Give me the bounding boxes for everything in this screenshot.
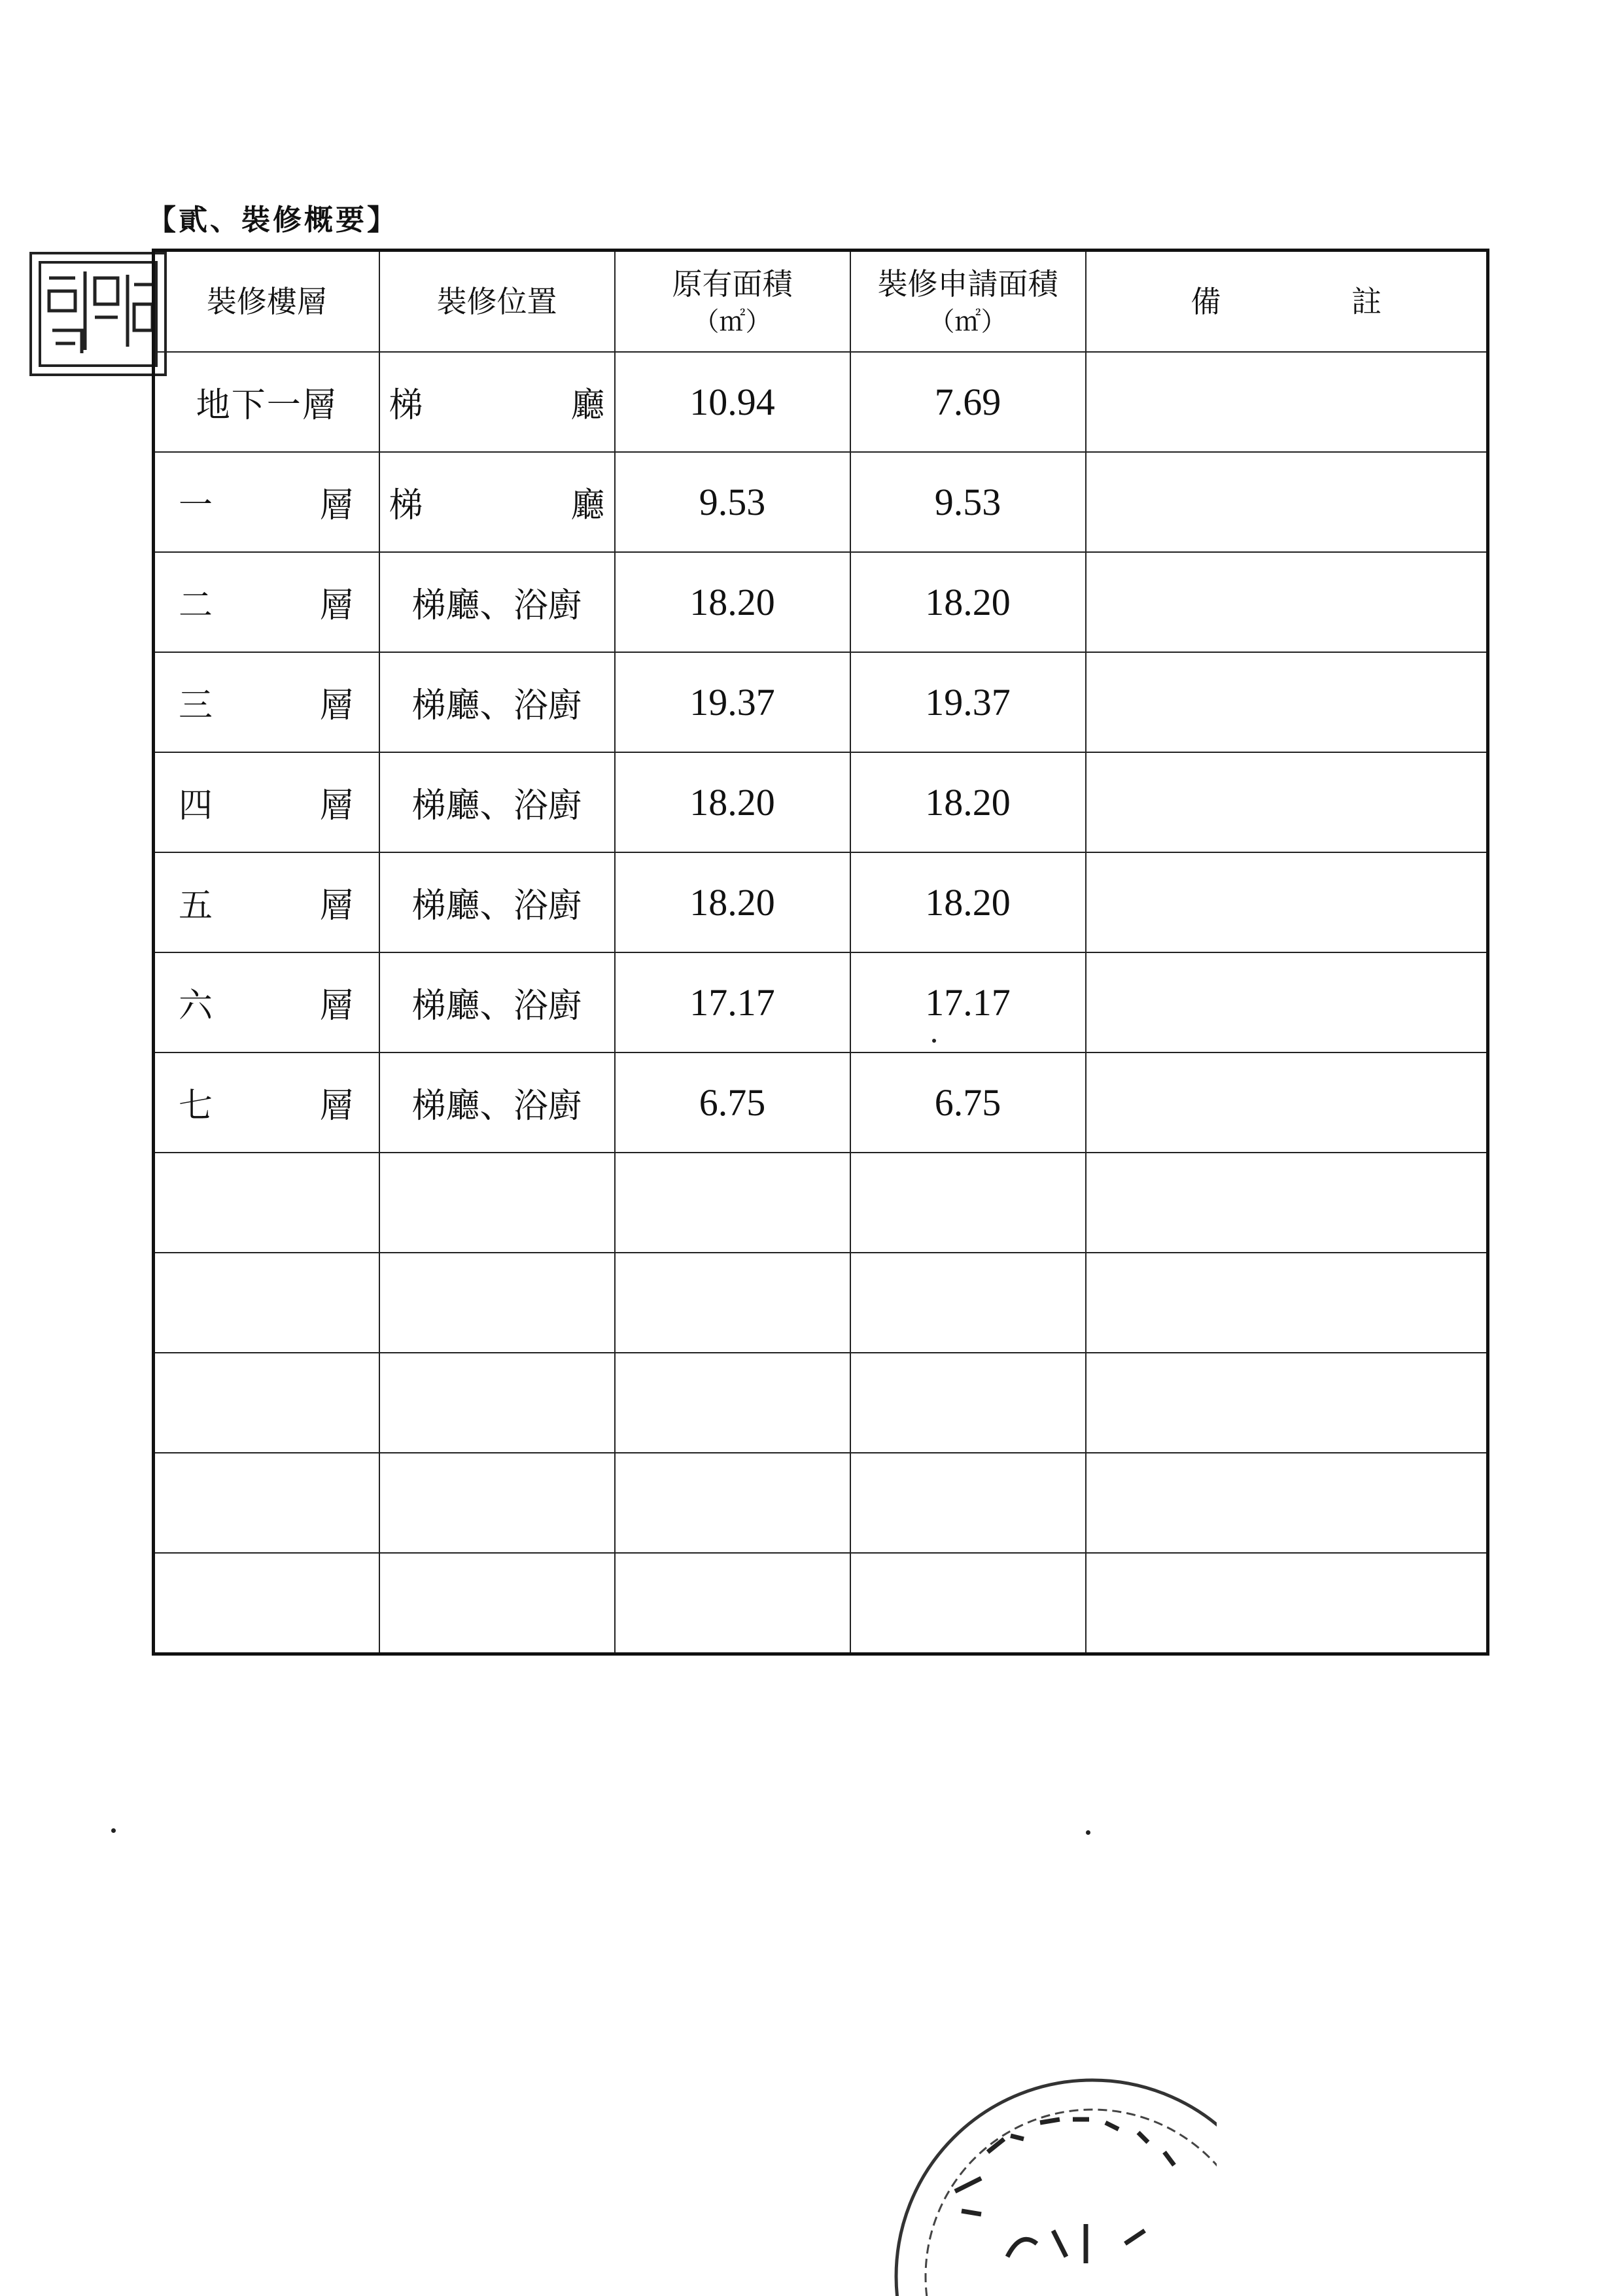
cell-original-area: 9.53 [615, 452, 850, 552]
scan-speck [932, 1039, 936, 1043]
empty-cell [615, 1353, 850, 1453]
table-row-empty [154, 1253, 1488, 1353]
floor-suffix: 層 [319, 686, 355, 725]
floor-label: 六 [179, 986, 215, 1026]
cell-location [379, 1052, 615, 1153]
empty-cell [850, 1553, 1086, 1654]
floor-suffix: 層 [319, 886, 355, 926]
empty-cell [1086, 1553, 1488, 1654]
floor-label: 七 [179, 1087, 215, 1126]
cell-remarks [1086, 352, 1488, 452]
cell-floor [154, 1052, 379, 1153]
empty-cell [850, 1253, 1086, 1353]
location-label-end: 廳 [570, 386, 605, 425]
cell-original-area: 18.20 [615, 552, 850, 652]
cell-location [379, 452, 615, 552]
header-original-area-label: 原有面積 [672, 266, 793, 302]
cell-floor [154, 952, 379, 1052]
cell-floor [154, 452, 379, 552]
cell-applied-area: 7.69 [850, 352, 1086, 452]
cell-floor [154, 652, 379, 752]
location-label-end: 廳 [570, 486, 605, 525]
cell-applied-area: 19.37 [850, 652, 1086, 752]
table-row-empty [154, 1353, 1488, 1453]
floor-label: 三 [179, 686, 215, 725]
cell-applied-area: 18.20 [850, 852, 1086, 952]
empty-cell [615, 1253, 850, 1353]
cell-applied-area: 18.20 [850, 752, 1086, 852]
cell-location [379, 652, 615, 752]
location-label: 梯 [389, 386, 423, 425]
empty-cell [379, 1553, 615, 1654]
cell-location [379, 852, 615, 952]
cell-remarks [1086, 652, 1488, 752]
section-heading: 【貳、裝修概要】 [147, 203, 398, 237]
empty-cell [1086, 1253, 1488, 1353]
cell-original-area: 6.75 [615, 1052, 850, 1153]
table-row [154, 552, 1488, 652]
floor-label: 二 [179, 586, 215, 625]
cell-applied-area: 18.20 [850, 552, 1086, 652]
cell-original-area: 19.37 [615, 652, 850, 752]
cell-floor [154, 352, 379, 452]
header-floor: 裝修樓層 [154, 251, 379, 353]
empty-cell [1086, 1153, 1488, 1253]
empty-cell [154, 1353, 379, 1453]
empty-cell [1086, 1353, 1488, 1453]
table-row-empty [154, 1453, 1488, 1553]
cell-remarks [1086, 552, 1488, 652]
cell-remarks [1086, 1052, 1488, 1153]
location-label: 梯廳、浴廚 [411, 986, 582, 1026]
table-row [154, 952, 1488, 1052]
location-label: 梯廳、浴廚 [411, 586, 582, 625]
location-label: 梯廳、浴廚 [411, 686, 582, 725]
renovation-summary-table [152, 249, 1489, 1656]
header-applied-area [850, 251, 1086, 353]
table-row-empty [154, 1553, 1488, 1654]
empty-cell [154, 1453, 379, 1553]
round-seal-icon [877, 2061, 1217, 2296]
empty-cell [379, 1153, 615, 1253]
floor-suffix: 層 [319, 1087, 355, 1126]
empty-cell [1086, 1453, 1488, 1553]
floor-label: 五 [179, 886, 215, 926]
header-original-area [615, 251, 850, 353]
table-row [154, 752, 1488, 852]
cell-floor [154, 752, 379, 852]
empty-cell [154, 1153, 379, 1253]
square-seal-icon [29, 252, 167, 376]
cell-location [379, 952, 615, 1052]
empty-cell [379, 1253, 615, 1353]
location-label: 梯 [389, 486, 423, 525]
location-label: 梯廳、浴廚 [411, 1087, 582, 1126]
table-row-empty [154, 1153, 1488, 1253]
empty-cell [850, 1453, 1086, 1553]
header-location: 裝修位置 [379, 251, 615, 353]
cell-original-area: 18.20 [615, 752, 850, 852]
empty-cell [615, 1553, 850, 1654]
floor-suffix: 層 [319, 986, 355, 1026]
table-row [154, 852, 1488, 952]
header-remarks-char-1: 備 [1191, 283, 1221, 319]
floor-suffix: 層 [319, 486, 355, 525]
cell-applied-area: 9.53 [850, 452, 1086, 552]
cell-floor [154, 552, 379, 652]
floor-suffix: 層 [319, 586, 355, 625]
table-header-row [154, 251, 1488, 353]
cell-applied-area: 6.75 [850, 1052, 1086, 1153]
cell-location [379, 552, 615, 652]
cell-original-area: 17.17 [615, 952, 850, 1052]
table-body [154, 352, 1488, 1654]
cell-original-area: 10.94 [615, 352, 850, 452]
header-original-area-unit: （㎡） [693, 307, 772, 338]
empty-cell [379, 1453, 615, 1553]
cell-remarks [1086, 452, 1488, 552]
floor-suffix: 層 [319, 786, 355, 826]
empty-cell [850, 1353, 1086, 1453]
header-remarks-char-2: 註 [1351, 283, 1382, 319]
cell-remarks [1086, 852, 1488, 952]
empty-cell [379, 1353, 615, 1453]
cell-applied-area: 17.17 [850, 952, 1086, 1052]
cell-floor [154, 852, 379, 952]
empty-cell [154, 1253, 379, 1353]
cell-original-area: 18.20 [615, 852, 850, 952]
scan-speck [111, 1828, 116, 1833]
empty-cell [154, 1553, 379, 1654]
floor-label: 一 [179, 486, 215, 525]
cell-remarks [1086, 752, 1488, 852]
table-row [154, 352, 1488, 452]
floor-label: 四 [179, 786, 215, 826]
scan-speck [1086, 1830, 1090, 1835]
cell-location [379, 352, 615, 452]
location-label: 梯廳、浴廚 [411, 786, 582, 826]
cell-location [379, 752, 615, 852]
empty-cell [850, 1153, 1086, 1253]
floor-label: 地下一層 [196, 386, 338, 425]
header-applied-area-label: 裝修申請面積 [877, 266, 1058, 302]
table-row [154, 452, 1488, 552]
location-label: 梯廳、浴廚 [411, 886, 582, 926]
empty-cell [615, 1453, 850, 1553]
table-row [154, 1052, 1488, 1153]
header-applied-area-unit: （㎡） [928, 307, 1007, 338]
table-row [154, 652, 1488, 752]
empty-cell [615, 1153, 850, 1253]
cell-remarks [1086, 952, 1488, 1052]
header-remarks [1086, 251, 1488, 353]
